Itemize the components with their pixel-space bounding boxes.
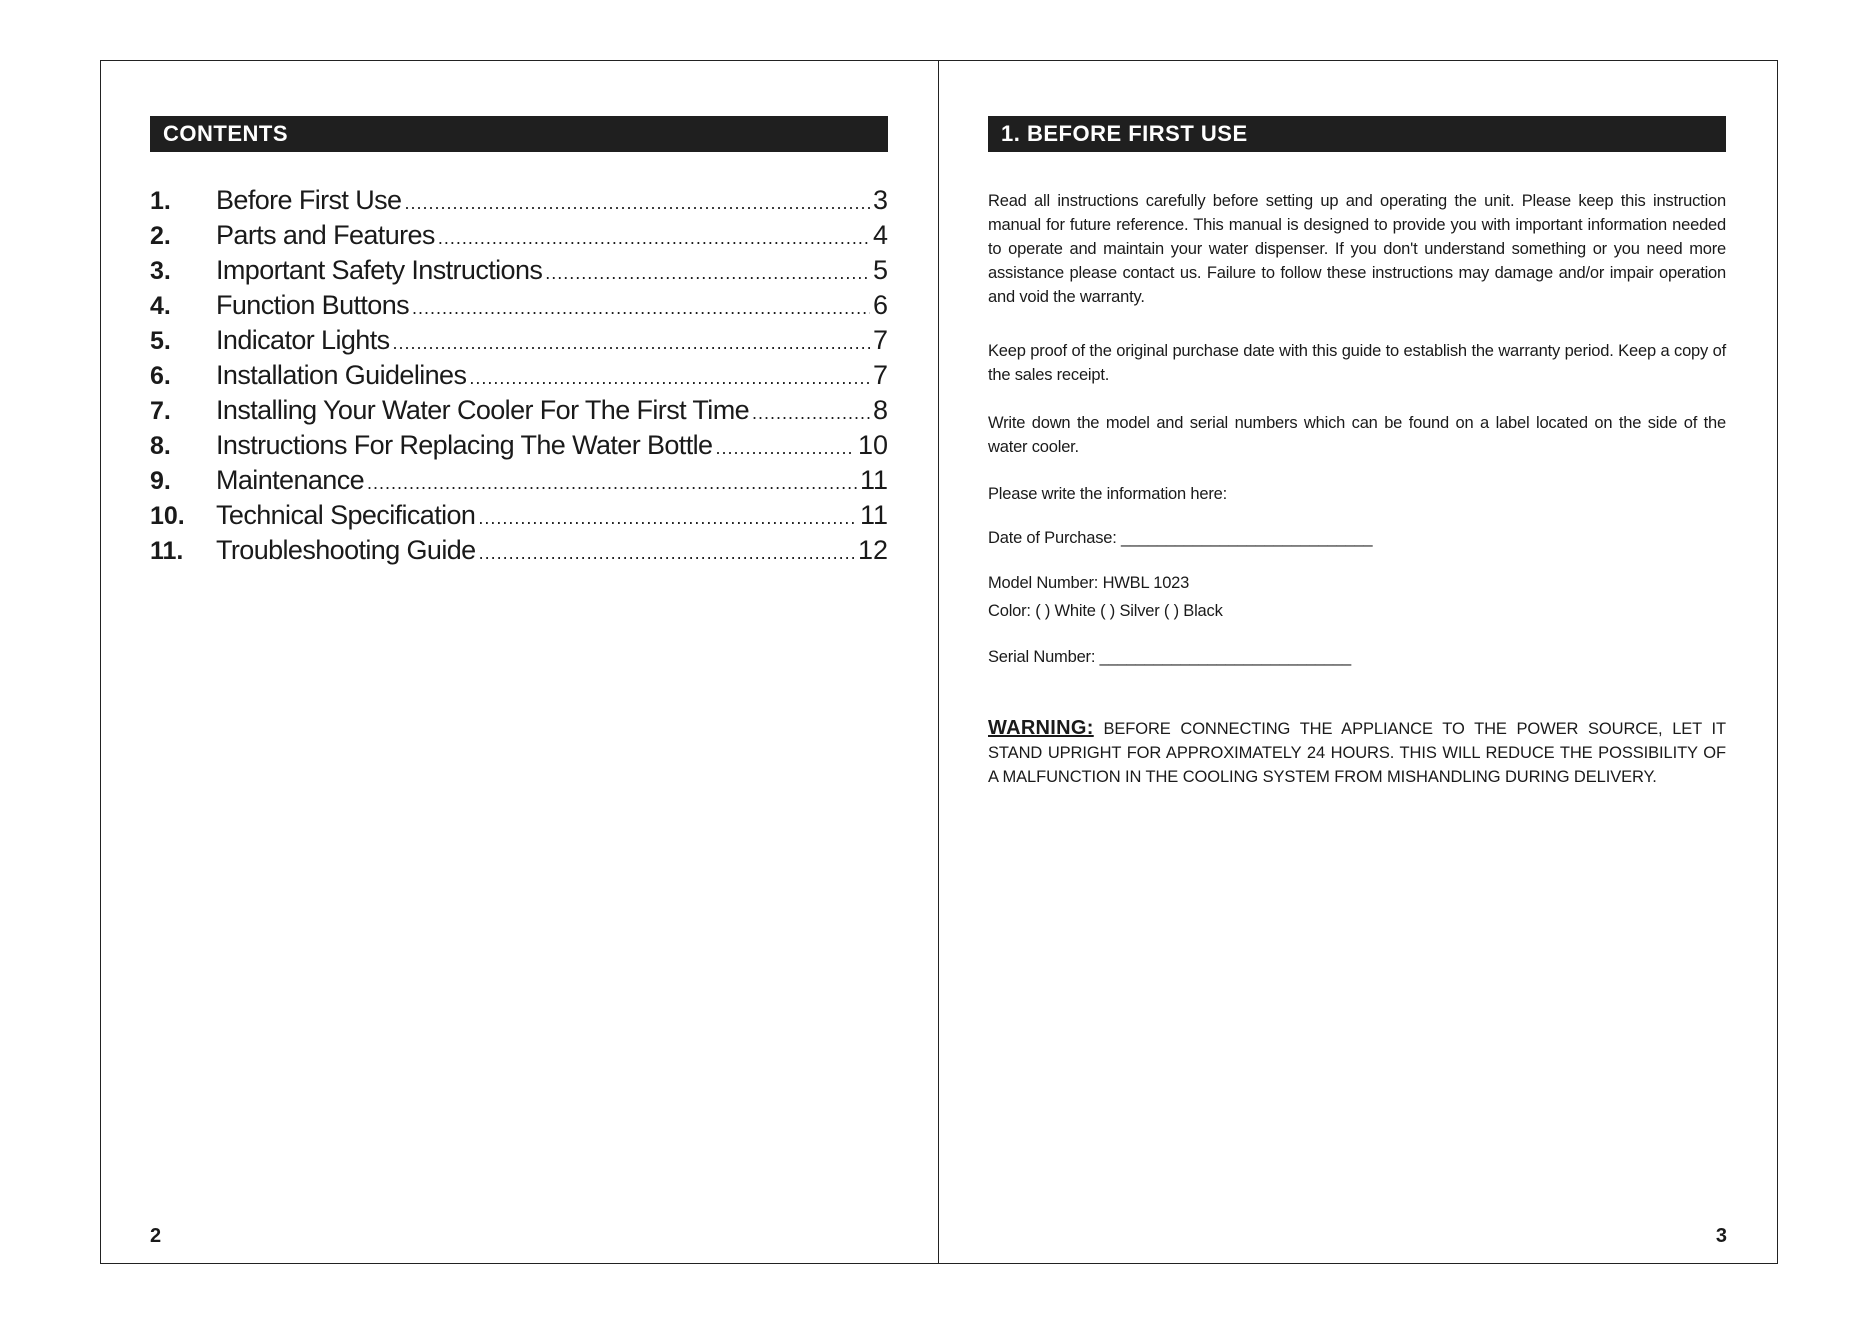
toc-page: 3 bbox=[872, 185, 888, 215]
proof-paragraph: Keep proof of the original purchase date with this guide to establish the warranty period. Keep a copy of the sales receipt. bbox=[988, 342, 1726, 384]
left-page bbox=[101, 61, 939, 1263]
toc-title: Installing Your Water Cooler For The First Time bbox=[216, 395, 750, 425]
toc-number: 6. bbox=[150, 362, 171, 390]
toc-page: 4 bbox=[872, 220, 888, 250]
toc-leader bbox=[404, 193, 870, 214]
toc-leader bbox=[479, 543, 855, 564]
toc-leader bbox=[715, 438, 855, 459]
contents-heading: CONTENTS bbox=[150, 116, 888, 152]
toc-number: 3. bbox=[150, 257, 171, 285]
toc-page: 11 bbox=[859, 465, 888, 495]
toc-entry[interactable] bbox=[150, 360, 888, 395]
toc-page: 6 bbox=[872, 290, 888, 320]
toc-page: 5 bbox=[872, 255, 888, 285]
toc-leader bbox=[393, 333, 870, 354]
model-number: Model Number: HWBL 1023 bbox=[988, 574, 1190, 592]
toc-title: Technical Specification bbox=[216, 500, 476, 530]
toc-number: 1. bbox=[150, 187, 171, 215]
toc-entry[interactable] bbox=[150, 220, 888, 255]
toc-page: 7 bbox=[872, 360, 888, 390]
toc-entry[interactable] bbox=[150, 500, 888, 535]
toc-entry[interactable] bbox=[150, 255, 888, 290]
warning-block bbox=[988, 716, 1726, 789]
toc-entry[interactable] bbox=[150, 535, 888, 570]
toc-page: 12 bbox=[857, 535, 888, 565]
warning-text: BEFORE CONNECTING THE APPLIANCE TO THE POWER SOURCE, LET IT STAND UPRIGHT FOR APPROXIMATELY 24 HOURS. THIS WILL REDUCE THE POSSIBILITY OF A MALFUNCTION IN THE COOLING SYSTEM FROM MISHANDLING DURING DELIVERY. bbox=[988, 720, 1727, 786]
toc-number: 11. bbox=[150, 537, 184, 565]
toc-leader bbox=[469, 368, 870, 389]
toc-title: Instructions For Replacing The Water Bottle bbox=[216, 430, 713, 460]
toc-number: 2. bbox=[150, 222, 171, 250]
toc-title: Installation Guidelines bbox=[216, 360, 467, 390]
toc-leader bbox=[438, 228, 870, 249]
toc-leader bbox=[367, 473, 857, 494]
color-options[interactable]: Color: ( ) White ( ) Silver ( ) Black bbox=[988, 602, 1223, 620]
toc-leader bbox=[478, 508, 857, 529]
toc-title: Function Buttons bbox=[216, 290, 410, 320]
right-page bbox=[939, 61, 1777, 1263]
toc-number: 4. bbox=[150, 292, 171, 320]
serial-paragraph: Write down the model and serial numbers which can be found on a label located on the side of the water cooler. bbox=[988, 414, 1726, 456]
toc-title: Parts and Features bbox=[216, 220, 435, 250]
page-number-left: 2 bbox=[150, 1225, 162, 1247]
toc-entry[interactable] bbox=[150, 325, 888, 360]
manual-spread bbox=[100, 60, 1778, 1264]
info-prompt: Please write the information here: bbox=[988, 485, 1227, 503]
toc-title: Before First Use bbox=[216, 185, 402, 215]
warning-label: WARNING: bbox=[988, 717, 1094, 739]
toc-entry[interactable] bbox=[150, 185, 888, 220]
serial-number-field[interactable]: Serial Number: ____________________________ bbox=[988, 648, 1351, 666]
date-of-purchase-field[interactable]: Date of Purchase: ____________________________ bbox=[988, 529, 1373, 547]
toc-page: 11 bbox=[859, 500, 888, 530]
toc-leader bbox=[545, 263, 870, 284]
toc-leader bbox=[752, 403, 870, 424]
toc-page: 7 bbox=[872, 325, 888, 355]
toc-number: 7. bbox=[150, 397, 171, 425]
page-number-right: 3 bbox=[1715, 1225, 1727, 1247]
toc-title: Maintenance bbox=[216, 465, 365, 495]
toc-leader bbox=[412, 298, 870, 319]
toc-page: 8 bbox=[872, 395, 888, 425]
toc-entry[interactable] bbox=[150, 395, 888, 430]
table-of-contents bbox=[150, 185, 888, 570]
intro-paragraph: Read all instructions carefully before setting up and operating the unit. Please keep this instruction manual for future reference. This manual is designed to provide you with important information needed to operate and maintain your water dispenser. If you don't understand something or you need more assistance please contact us. Failure to follow these instructions may damage and/or impair operation and void the warranty. bbox=[988, 192, 1726, 306]
toc-number: 5. bbox=[150, 327, 171, 355]
toc-entry[interactable] bbox=[150, 290, 888, 325]
toc-number: 10. bbox=[150, 502, 185, 530]
toc-title: Important Safety Instructions bbox=[216, 255, 543, 285]
toc-number: 8. bbox=[150, 432, 171, 460]
toc-title: Troubleshooting Guide bbox=[216, 535, 476, 565]
toc-number: 9. bbox=[150, 467, 171, 495]
toc-title: Indicator Lights bbox=[216, 325, 390, 355]
toc-entry[interactable] bbox=[150, 430, 888, 465]
section-heading: 1. BEFORE FIRST USE bbox=[988, 116, 1726, 152]
toc-entry[interactable] bbox=[150, 465, 888, 500]
toc-page: 10 bbox=[857, 430, 888, 460]
